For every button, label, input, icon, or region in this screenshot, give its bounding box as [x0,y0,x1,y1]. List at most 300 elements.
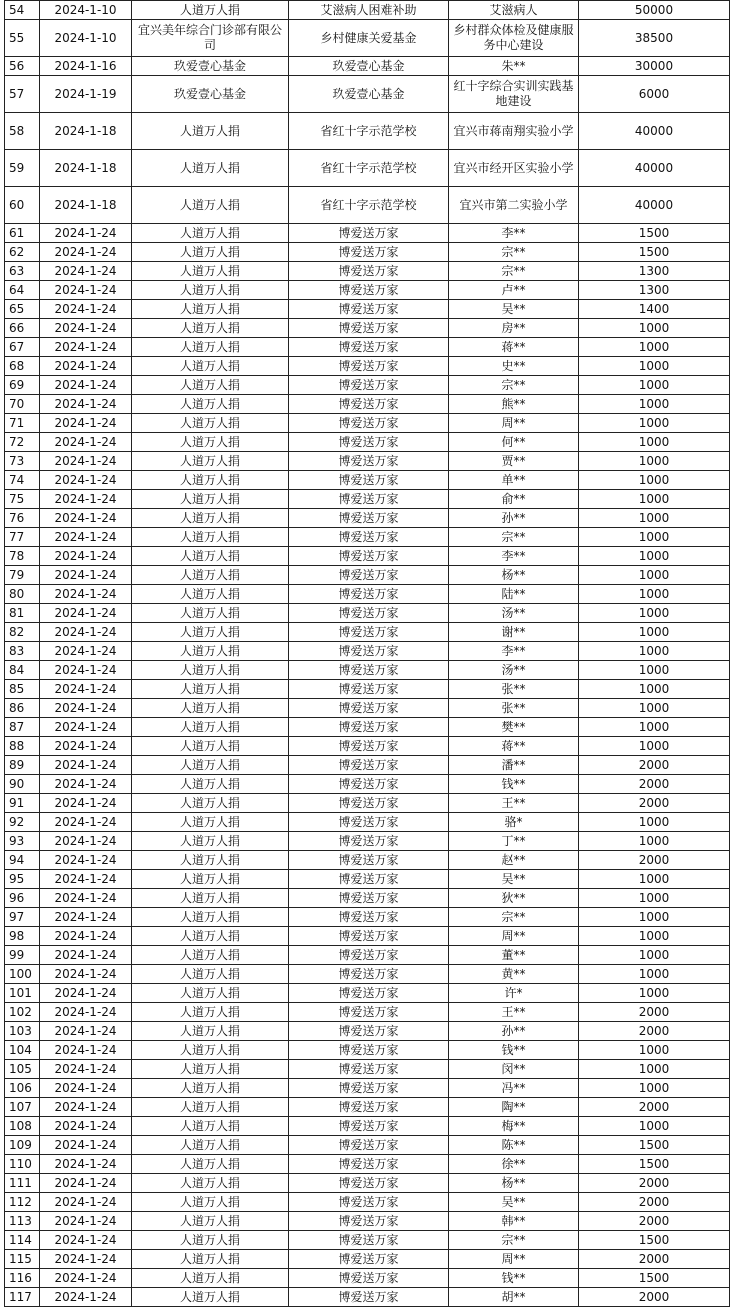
amount-cell: 1500 [579,1231,730,1250]
recipient-cell: 宜兴市经开区实验小学 [449,150,579,187]
table-row [5,908,730,927]
donor-cell: 人道万人捐 [132,775,289,794]
row-number-cell: 105 [5,1060,40,1079]
project-cell: 博爱送万家 [289,1003,449,1022]
recipient-cell: 吴** [449,1193,579,1212]
date-cell: 2024-1-24 [40,604,132,623]
table-row [5,1041,730,1060]
row-number-cell: 86 [5,699,40,718]
amount-cell: 1000 [579,490,730,509]
amount-cell: 1000 [579,908,730,927]
donor-cell: 人道万人捐 [132,870,289,889]
row-number-cell: 113 [5,1212,40,1231]
table-row [5,150,730,187]
amount-cell: 1000 [579,376,730,395]
recipient-cell: 黄** [449,965,579,984]
amount-cell: 1000 [579,832,730,851]
project-cell: 艾滋病人困难补助 [289,1,449,20]
recipient-cell: 卢** [449,281,579,300]
project-cell: 博爱送万家 [289,547,449,566]
donation-table-body [5,1,730,1307]
date-cell: 2024-1-24 [40,490,132,509]
amount-cell: 1500 [579,1155,730,1174]
row-number-cell: 95 [5,870,40,889]
table-row [5,1155,730,1174]
amount-cell: 2000 [579,851,730,870]
recipient-cell: 张** [449,699,579,718]
project-cell: 省红十字示范学校 [289,113,449,150]
donor-cell: 人道万人捐 [132,1269,289,1288]
project-cell: 博爱送万家 [289,1155,449,1174]
recipient-cell: 钱** [449,1041,579,1060]
row-number-cell: 71 [5,414,40,433]
project-cell: 博爱送万家 [289,889,449,908]
row-number-cell: 93 [5,832,40,851]
row-number-cell: 101 [5,984,40,1003]
donor-cell: 人道万人捐 [132,1060,289,1079]
date-cell: 2024-1-24 [40,946,132,965]
project-cell: 博爱送万家 [289,642,449,661]
date-cell: 2024-1-24 [40,908,132,927]
project-cell: 博爱送万家 [289,699,449,718]
row-number-cell: 54 [5,1,40,20]
date-cell: 2024-1-24 [40,661,132,680]
recipient-cell: 杨** [449,566,579,585]
table-row [5,1136,730,1155]
recipient-cell: 樊** [449,718,579,737]
row-number-cell: 65 [5,300,40,319]
date-cell: 2024-1-24 [40,357,132,376]
amount-cell: 1500 [579,224,730,243]
date-cell: 2024-1-24 [40,547,132,566]
project-cell: 博爱送万家 [289,1193,449,1212]
date-cell: 2024-1-24 [40,1022,132,1041]
table-row [5,414,730,433]
row-number-cell: 102 [5,1003,40,1022]
donor-cell: 人道万人捐 [132,661,289,680]
project-cell: 博爱送万家 [289,566,449,585]
recipient-cell: 乡村群众体检及健康服务中心建设 [449,20,579,57]
table-row [5,642,730,661]
date-cell: 2024-1-24 [40,718,132,737]
recipient-cell: 贾** [449,452,579,471]
table-row [5,680,730,699]
donor-cell: 人道万人捐 [132,908,289,927]
date-cell: 2024-1-24 [40,699,132,718]
amount-cell: 2000 [579,1193,730,1212]
amount-cell: 1000 [579,338,730,357]
project-cell: 博爱送万家 [289,908,449,927]
recipient-cell: 梅** [449,1117,579,1136]
amount-cell: 2000 [579,1022,730,1041]
recipient-cell: 红十字综合实训实践基地建设 [449,76,579,113]
amount-cell: 1000 [579,870,730,889]
amount-cell: 1000 [579,509,730,528]
project-cell: 博爱送万家 [289,775,449,794]
amount-cell: 2000 [579,775,730,794]
amount-cell: 2000 [579,1098,730,1117]
table-row [5,1117,730,1136]
table-row [5,585,730,604]
recipient-cell: 宗** [449,262,579,281]
recipient-cell: 汤** [449,604,579,623]
donor-cell: 人道万人捐 [132,224,289,243]
row-number-cell: 107 [5,1098,40,1117]
project-cell: 博爱送万家 [289,870,449,889]
recipient-cell: 俞** [449,490,579,509]
project-cell: 博爱送万家 [289,376,449,395]
table-row [5,262,730,281]
amount-cell: 50000 [579,1,730,20]
donor-cell: 人道万人捐 [132,604,289,623]
date-cell: 2024-1-24 [40,889,132,908]
donor-cell: 人道万人捐 [132,113,289,150]
date-cell: 2024-1-24 [40,1003,132,1022]
project-cell: 博爱送万家 [289,262,449,281]
table-row [5,1098,730,1117]
date-cell: 2024-1-24 [40,794,132,813]
donor-cell: 人道万人捐 [132,832,289,851]
donor-cell: 玖爱壹心基金 [132,76,289,113]
table-row [5,224,730,243]
recipient-cell: 钱** [449,1269,579,1288]
recipient-cell: 董** [449,946,579,965]
recipient-cell: 潘** [449,756,579,775]
project-cell: 博爱送万家 [289,1022,449,1041]
project-cell: 博爱送万家 [289,1250,449,1269]
donor-cell: 人道万人捐 [132,1250,289,1269]
donor-cell: 人道万人捐 [132,1022,289,1041]
table-row [5,281,730,300]
recipient-cell: 宗** [449,908,579,927]
date-cell: 2024-1-24 [40,680,132,699]
recipient-cell: 孙** [449,509,579,528]
project-cell: 博爱送万家 [289,813,449,832]
recipient-cell: 蒋** [449,338,579,357]
date-cell: 2024-1-24 [40,281,132,300]
table-row [5,566,730,585]
row-number-cell: 67 [5,338,40,357]
recipient-cell: 徐** [449,1155,579,1174]
table-row [5,57,730,76]
date-cell: 2024-1-24 [40,1098,132,1117]
table-row [5,471,730,490]
donor-cell: 人道万人捐 [132,281,289,300]
date-cell: 2024-1-24 [40,1060,132,1079]
table-row [5,433,730,452]
project-cell: 博爱送万家 [289,965,449,984]
recipient-cell: 宗** [449,1231,579,1250]
donor-cell: 人道万人捐 [132,490,289,509]
donor-cell: 人道万人捐 [132,338,289,357]
row-number-cell: 56 [5,57,40,76]
donor-cell: 人道万人捐 [132,471,289,490]
row-number-cell: 110 [5,1155,40,1174]
table-row [5,946,730,965]
table-row [5,661,730,680]
amount-cell: 1000 [579,566,730,585]
donor-cell: 人道万人捐 [132,965,289,984]
recipient-cell: 宗** [449,528,579,547]
table-row [5,113,730,150]
project-cell: 省红十字示范学校 [289,187,449,224]
row-number-cell: 112 [5,1193,40,1212]
date-cell: 2024-1-24 [40,1155,132,1174]
recipient-cell: 孙** [449,1022,579,1041]
donor-cell: 人道万人捐 [132,946,289,965]
donor-cell: 人道万人捐 [132,262,289,281]
donor-cell: 人道万人捐 [132,1288,289,1307]
amount-cell: 1000 [579,1079,730,1098]
amount-cell: 1000 [579,946,730,965]
donor-cell: 人道万人捐 [132,509,289,528]
row-number-cell: 90 [5,775,40,794]
recipient-cell: 房** [449,319,579,338]
table-row [5,984,730,1003]
row-number-cell: 117 [5,1288,40,1307]
amount-cell: 1000 [579,813,730,832]
date-cell: 2024-1-24 [40,642,132,661]
row-number-cell: 106 [5,1079,40,1098]
donor-cell: 宜兴美年综合门诊部有限公司 [132,20,289,57]
row-number-cell: 91 [5,794,40,813]
amount-cell: 1000 [579,1060,730,1079]
row-number-cell: 84 [5,661,40,680]
amount-cell: 2000 [579,1003,730,1022]
amount-cell: 1000 [579,414,730,433]
project-cell: 玖爱壹心基金 [289,76,449,113]
row-number-cell: 69 [5,376,40,395]
amount-cell: 40000 [579,187,730,224]
project-cell: 博爱送万家 [289,338,449,357]
date-cell: 2024-1-24 [40,376,132,395]
date-cell: 2024-1-24 [40,566,132,585]
date-cell: 2024-1-24 [40,1250,132,1269]
project-cell: 博爱送万家 [289,718,449,737]
table-row [5,1193,730,1212]
recipient-cell: 李** [449,642,579,661]
project-cell: 博爱送万家 [289,243,449,262]
recipient-cell: 谢** [449,623,579,642]
date-cell: 2024-1-16 [40,57,132,76]
recipient-cell: 宜兴市蒋南翔实验小学 [449,113,579,150]
amount-cell: 1000 [579,585,730,604]
date-cell: 2024-1-24 [40,1269,132,1288]
donation-table-container [4,0,730,1307]
table-row [5,1003,730,1022]
table-row [5,1,730,20]
donor-cell: 人道万人捐 [132,433,289,452]
recipient-cell: 何** [449,433,579,452]
donor-cell: 玖爱壹心基金 [132,57,289,76]
row-number-cell: 78 [5,547,40,566]
project-cell: 博爱送万家 [289,281,449,300]
amount-cell: 1400 [579,300,730,319]
row-number-cell: 116 [5,1269,40,1288]
date-cell: 2024-1-18 [40,150,132,187]
row-number-cell: 55 [5,20,40,57]
project-cell: 博爱送万家 [289,680,449,699]
project-cell: 博爱送万家 [289,1288,449,1307]
amount-cell: 30000 [579,57,730,76]
row-number-cell: 114 [5,1231,40,1250]
table-row [5,1060,730,1079]
donor-cell: 人道万人捐 [132,813,289,832]
project-cell: 省红十字示范学校 [289,150,449,187]
donor-cell: 人道万人捐 [132,1174,289,1193]
table-row [5,1288,730,1307]
table-row [5,1231,730,1250]
date-cell: 2024-1-24 [40,319,132,338]
date-cell: 2024-1-24 [40,1136,132,1155]
amount-cell: 1000 [579,1041,730,1060]
row-number-cell: 111 [5,1174,40,1193]
donor-cell: 人道万人捐 [132,414,289,433]
project-cell: 博爱送万家 [289,395,449,414]
table-row [5,76,730,113]
table-row [5,813,730,832]
row-number-cell: 63 [5,262,40,281]
date-cell: 2024-1-24 [40,1117,132,1136]
date-cell: 2024-1-19 [40,76,132,113]
recipient-cell: 周** [449,927,579,946]
row-number-cell: 57 [5,76,40,113]
row-number-cell: 75 [5,490,40,509]
recipient-cell: 王** [449,1003,579,1022]
table-row [5,1174,730,1193]
row-number-cell: 97 [5,908,40,927]
date-cell: 2024-1-24 [40,300,132,319]
project-cell: 博爱送万家 [289,1136,449,1155]
amount-cell: 1000 [579,1117,730,1136]
table-row [5,1022,730,1041]
project-cell: 玖爱壹心基金 [289,57,449,76]
row-number-cell: 85 [5,680,40,699]
table-row [5,1212,730,1231]
date-cell: 2024-1-24 [40,1212,132,1231]
date-cell: 2024-1-24 [40,1231,132,1250]
recipient-cell: 胡** [449,1288,579,1307]
date-cell: 2024-1-24 [40,395,132,414]
date-cell: 2024-1-24 [40,927,132,946]
donor-cell: 人道万人捐 [132,1231,289,1250]
recipient-cell: 单** [449,471,579,490]
recipient-cell: 宗** [449,376,579,395]
amount-cell: 1000 [579,927,730,946]
donor-cell: 人道万人捐 [132,699,289,718]
table-row [5,319,730,338]
donor-cell: 人道万人捐 [132,1193,289,1212]
donor-cell: 人道万人捐 [132,756,289,775]
row-number-cell: 100 [5,965,40,984]
table-row [5,889,730,908]
row-number-cell: 82 [5,623,40,642]
amount-cell: 1000 [579,623,730,642]
amount-cell: 2000 [579,756,730,775]
donor-cell: 人道万人捐 [132,547,289,566]
donor-cell: 人道万人捐 [132,319,289,338]
table-row [5,699,730,718]
table-row [5,300,730,319]
project-cell: 博爱送万家 [289,604,449,623]
project-cell: 博爱送万家 [289,300,449,319]
recipient-cell: 周** [449,1250,579,1269]
recipient-cell: 周** [449,414,579,433]
recipient-cell: 李** [449,547,579,566]
amount-cell: 1500 [579,1136,730,1155]
row-number-cell: 68 [5,357,40,376]
amount-cell: 1000 [579,718,730,737]
row-number-cell: 73 [5,452,40,471]
recipient-cell: 陈** [449,1136,579,1155]
donor-cell: 人道万人捐 [132,642,289,661]
project-cell: 博爱送万家 [289,1269,449,1288]
amount-cell: 1000 [579,319,730,338]
amount-cell: 1000 [579,452,730,471]
donor-cell: 人道万人捐 [132,927,289,946]
date-cell: 2024-1-24 [40,984,132,1003]
date-cell: 2024-1-24 [40,851,132,870]
amount-cell: 1000 [579,357,730,376]
amount-cell: 1000 [579,984,730,1003]
donor-cell: 人道万人捐 [132,1155,289,1174]
date-cell: 2024-1-10 [40,1,132,20]
table-row [5,737,730,756]
donor-cell: 人道万人捐 [132,718,289,737]
recipient-cell: 丁** [449,832,579,851]
project-cell: 博爱送万家 [289,319,449,338]
date-cell: 2024-1-24 [40,509,132,528]
table-row [5,965,730,984]
table-row [5,376,730,395]
amount-cell: 1000 [579,604,730,623]
amount-cell: 40000 [579,150,730,187]
donor-cell: 人道万人捐 [132,376,289,395]
table-row [5,718,730,737]
amount-cell: 1000 [579,471,730,490]
donor-cell: 人道万人捐 [132,889,289,908]
row-number-cell: 108 [5,1117,40,1136]
donor-cell: 人道万人捐 [132,1079,289,1098]
project-cell: 博爱送万家 [289,1231,449,1250]
recipient-cell: 汤** [449,661,579,680]
table-row [5,1269,730,1288]
row-number-cell: 62 [5,243,40,262]
table-row [5,490,730,509]
recipient-cell: 骆* [449,813,579,832]
recipient-cell: 蒋** [449,737,579,756]
table-row [5,20,730,57]
date-cell: 2024-1-24 [40,1174,132,1193]
row-number-cell: 88 [5,737,40,756]
table-row [5,338,730,357]
recipient-cell: 艾滋病人 [449,1,579,20]
amount-cell: 1000 [579,699,730,718]
table-row [5,1250,730,1269]
donor-cell: 人道万人捐 [132,1136,289,1155]
project-cell: 博爱送万家 [289,414,449,433]
project-cell: 博爱送万家 [289,433,449,452]
date-cell: 2024-1-24 [40,338,132,357]
amount-cell: 40000 [579,113,730,150]
row-number-cell: 74 [5,471,40,490]
row-number-cell: 87 [5,718,40,737]
donor-cell: 人道万人捐 [132,623,289,642]
donor-cell: 人道万人捐 [132,243,289,262]
date-cell: 2024-1-24 [40,1193,132,1212]
amount-cell: 1300 [579,281,730,300]
row-number-cell: 92 [5,813,40,832]
